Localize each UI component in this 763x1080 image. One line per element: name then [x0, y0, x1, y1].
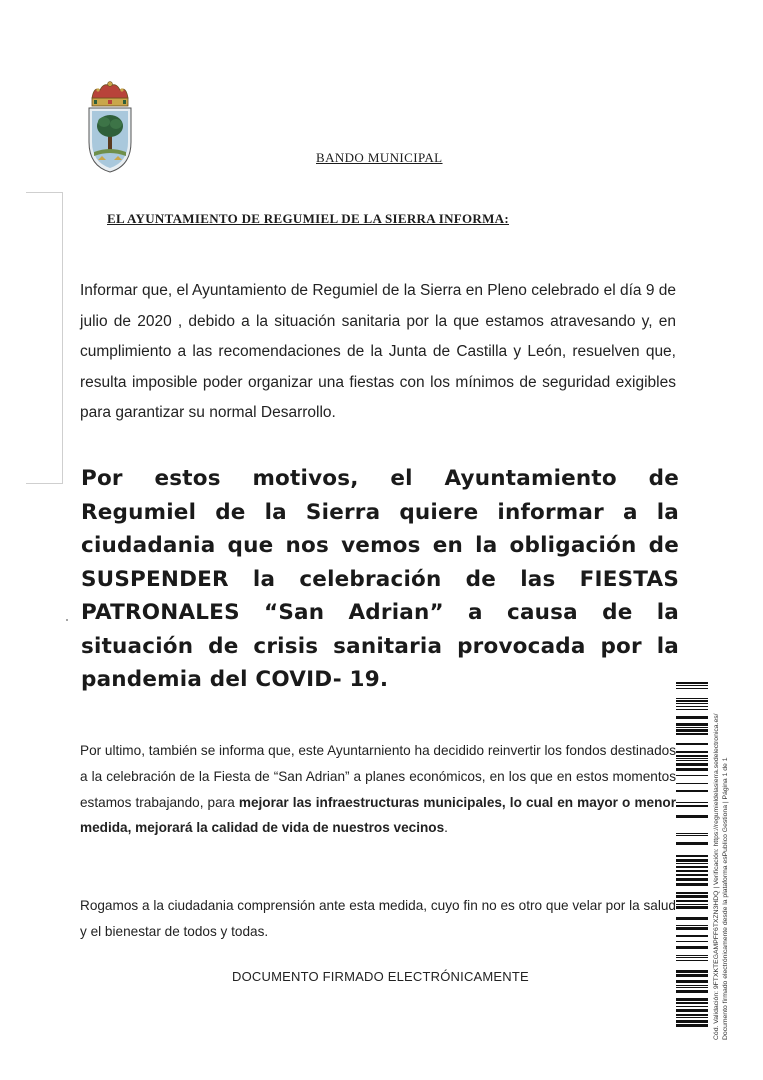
barcode-bar: [676, 960, 708, 961]
barcode-bar: [676, 1024, 708, 1027]
barcode-bar: [676, 855, 708, 857]
barcode-bar: [676, 758, 708, 759]
verification-line-2: Documento firmado electrónicamente desde la plataforma esPublico Gestiona | Página 1 de 1: [722, 757, 729, 1040]
barcode-bar: [676, 751, 708, 753]
barcode-bar: [676, 685, 708, 686]
barcode-bar: [676, 957, 708, 958]
barcode-bar: [676, 700, 708, 702]
investment-end: .: [444, 820, 448, 836]
barcode-bar: [676, 980, 708, 983]
stamp-frame: [26, 192, 63, 484]
barcode-bar: [676, 743, 708, 745]
barcode-bar: [676, 698, 708, 699]
scan-speck: [66, 619, 68, 621]
barcode-bar: [676, 935, 708, 937]
barcode-bar: [676, 1014, 708, 1016]
barcode-bar: [676, 775, 708, 776]
barcode-bar: [676, 1017, 708, 1018]
announcement-paragraph: Por estos motivos, el Ayuntamiento de Regumiel de la Sierra quiere informar a la ciudadania que nos vemos en la obligación de SUSPENDER la celebración de las FIESTAS PATRONALES “San Adrian” a causa de la situación de crisis sanitaria provocada por la pandemia del COVID- 19.: [81, 466, 679, 692]
barcode-bar: [676, 878, 708, 881]
barcode-bar: [676, 1002, 708, 1004]
barcode-bar: [676, 729, 708, 732]
barcode-bar: [676, 835, 708, 836]
barcode-bar: [676, 1006, 708, 1007]
barcode-bar: [676, 768, 708, 771]
barcode-bar: [676, 895, 708, 898]
barcode-bar: [676, 866, 708, 868]
barcode-bar: [676, 760, 708, 761]
barcode-bar: [676, 863, 708, 864]
document-title: BANDO MUNICIPAL: [316, 150, 443, 165]
barcode-bar: [676, 892, 708, 894]
barcode-bar: [676, 733, 708, 735]
barcode-bar: [676, 842, 708, 845]
investment-bold-text: mejorar las infraestructuras municipales, lo cual en mayor o menor medida, mejorará la calidad de vida de nuestros vecinos: [80, 794, 676, 836]
barcode-bar: [676, 755, 708, 757]
barcode-bar: [676, 900, 708, 902]
barcode-bar: [676, 682, 708, 684]
barcode-bar: [676, 987, 708, 988]
verification-line-1: Cód. Validación: 9FTXKTEGAMPFF6TXZN3HDQ | Verificación: https://regumieldelasierra.sedelectronica.es/: [713, 713, 720, 1040]
barcode-bar: [676, 1009, 708, 1012]
document-subtitle: EL AYUNTAMIENTO DE REGUMIEL DE LA SIERRA INFORMA:: [107, 211, 510, 226]
intro-paragraph: Informar que, el Ayuntamiento de Regumiel de la Sierra en Pleno celebrado el día 9 de julio de 2020 , debido a la situación sanitaria por la que estamos atravesando y, en cumplimiento a las recomendaciones de la Junta de Castilla y León, resuelven que, resulta imposible poder organizar una fiestas con los mínimos de seguridad exigibles para garantizar su normal Desarrollo.: [80, 282, 676, 421]
barcode-bar: [676, 859, 708, 862]
barcode-bar: [676, 985, 708, 986]
barcode-bar: [676, 716, 708, 719]
barcode-bar: [676, 941, 708, 942]
barcode-bar: [676, 727, 708, 728]
barcode-bar: [676, 706, 708, 707]
verification-text: [712, 700, 738, 1040]
barcode-bar: [676, 805, 708, 807]
barcode-bar: [676, 1020, 708, 1023]
barcode-bar: [676, 709, 708, 710]
barcode-bar: [676, 970, 708, 973]
barcode-bar: [676, 723, 708, 726]
investment-text: Por ultimo, también se informa que, este Ayuntarniento ha decidido reinvertir los fondos destinados a la celebración de la Fiesta de “San Adrian” a planes económicos, en los que en estos momentos estamos trabajando, para: [80, 743, 676, 810]
barcode-bar: [676, 917, 708, 920]
barcode-bar: [676, 998, 708, 1001]
barcode-bar: [676, 802, 708, 803]
barcode-bar: [676, 763, 708, 766]
barcode-bar: [676, 946, 708, 949]
barcode-bar: [676, 815, 708, 818]
signature-note: DOCUMENTO FIRMADO ELECTRÓNICAMENTE: [232, 969, 529, 984]
barcode-bar: [676, 906, 708, 909]
barcode-bar: [676, 790, 708, 792]
barcode-bar: [676, 703, 708, 704]
barcode-bar: [676, 927, 708, 930]
barcode-bar: [676, 874, 708, 876]
barcode-bar: [676, 833, 708, 834]
coat-of-arms-icon: [84, 80, 136, 174]
barcode-bar: [676, 990, 708, 993]
barcode-bar: [676, 870, 708, 872]
barcode-bar: [676, 925, 708, 926]
barcode-bar: [676, 974, 708, 977]
closing-paragraph: Rogamos a la ciudadania comprensión ante esta medida, cuyo fin no es otro que velar por la salud y el bienestar de todos y todas.: [80, 898, 676, 939]
barcode-bar: [676, 904, 708, 905]
barcode-bar: [676, 783, 708, 784]
barcode-bar: [676, 955, 708, 956]
barcode-bar: [676, 688, 708, 689]
investment-paragraph: [80, 738, 676, 841]
barcode-bar: [676, 883, 708, 886]
barcode-icon: [676, 682, 708, 1028]
